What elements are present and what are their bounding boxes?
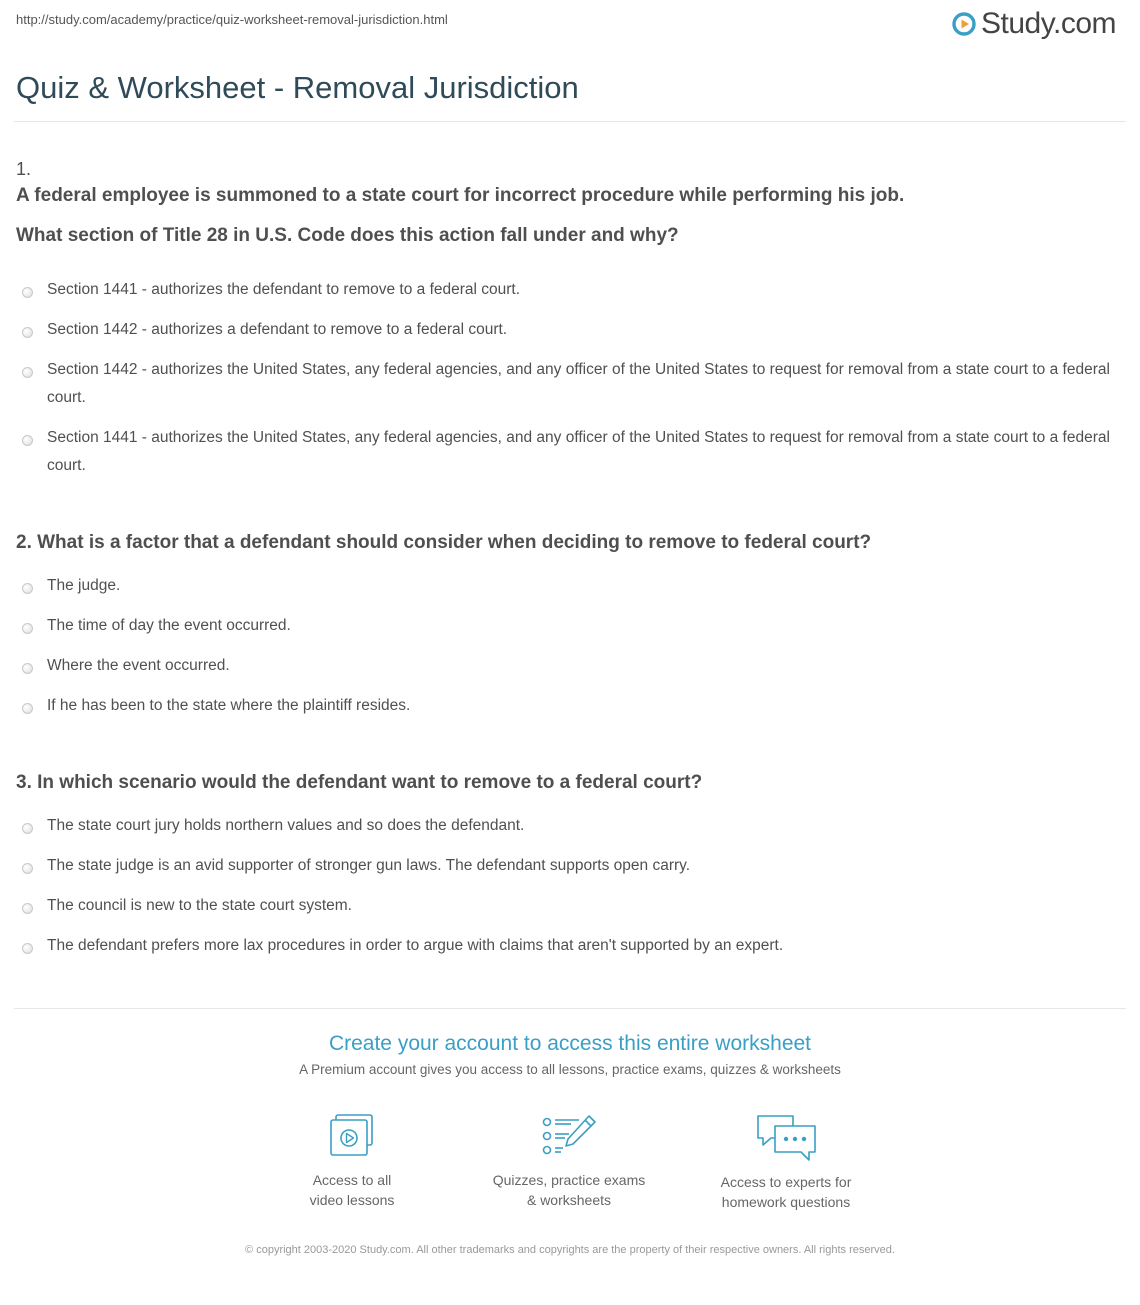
radio-button[interactable] xyxy=(22,623,33,634)
answer-option[interactable] xyxy=(22,656,1126,680)
answer-option[interactable] xyxy=(22,896,1126,920)
logo-text: Study.com xyxy=(981,7,1116,40)
top-bar xyxy=(0,0,1140,50)
radio-button[interactable] xyxy=(22,903,33,914)
radio-button[interactable] xyxy=(22,943,33,954)
video-lessons-icon xyxy=(322,1112,382,1160)
page-title: Quiz & Worksheet - Removal Jurisdiction xyxy=(16,70,579,105)
question-text-secondary: What section of Title 28 in U.S. Code does this action fall under and why? xyxy=(16,225,679,246)
question-3 xyxy=(16,771,1126,795)
answer-label: Section 1441 - authorizes the United States, any federal agencies, and any officer of the United States to request for removal from a state court to a federal court. xyxy=(47,429,1110,474)
radio-button[interactable] xyxy=(22,663,33,674)
answer-label: The defendant prefers more lax procedures in order to argue with claims that aren't supported by an expert. xyxy=(47,937,784,954)
answer-label: Section 1442 - authorizes the United States, any federal agencies, and any officer of the United States to request for removal from a state court to a federal court. xyxy=(47,361,1110,406)
radio-button[interactable] xyxy=(22,435,33,446)
question-text: A federal employee is summoned to a state court for incorrect procedure while performing his job. xyxy=(16,185,905,206)
feature-label: Access to experts for homework questions xyxy=(720,1174,852,1210)
answer-label: The time of day the event occurred. xyxy=(47,617,291,634)
expert-chat-icon xyxy=(753,1112,819,1162)
question-number: 1. xyxy=(16,159,32,179)
answer-option[interactable] xyxy=(22,576,1126,600)
feature-video-lessons xyxy=(252,1112,452,1210)
quiz-checklist-icon xyxy=(539,1112,599,1160)
question-1-options xyxy=(22,280,1126,496)
question-2-options xyxy=(22,576,1126,736)
question-2 xyxy=(16,531,1126,555)
study-logo[interactable] xyxy=(952,8,1116,40)
answer-option[interactable] xyxy=(22,936,1126,960)
feature-label: Access to all video lessons xyxy=(309,1172,395,1208)
radio-button[interactable] xyxy=(22,823,33,834)
answer-label: The state court jury holds northern values and so does the defendant. xyxy=(47,817,525,834)
answer-option[interactable] xyxy=(22,616,1126,640)
answer-option[interactable] xyxy=(22,696,1126,720)
answer-option[interactable] xyxy=(22,320,1126,344)
title-divider xyxy=(14,121,1126,122)
feature-experts xyxy=(686,1112,886,1212)
answer-option[interactable] xyxy=(22,360,1126,412)
radio-button[interactable] xyxy=(22,327,33,338)
cta-divider xyxy=(14,1008,1126,1009)
answer-label: Section 1441 - authorizes the defendant to remove to a federal court. xyxy=(47,281,521,298)
answer-option[interactable] xyxy=(22,816,1126,840)
radio-button[interactable] xyxy=(22,703,33,714)
copyright-text: © copyright 2003-2020 Study.com. All other trademarks and copyrights are the property of their respective owners. All rights reserved. xyxy=(245,1244,895,1256)
play-circle-icon xyxy=(952,12,976,36)
question-text: 3. In which scenario would the defendant want to remove to a federal court? xyxy=(16,772,703,793)
radio-button[interactable] xyxy=(22,367,33,378)
answer-option[interactable] xyxy=(22,856,1126,880)
answer-label: The state judge is an avid supporter of stronger gun laws. The defendant supports open carry. xyxy=(47,857,691,874)
answer-label: The council is new to the state court system. xyxy=(47,897,352,914)
answer-label: Section 1442 - authorizes a defendant to remove to a federal court. xyxy=(47,321,508,338)
answer-label: Where the event occurred. xyxy=(47,657,230,674)
question-1 xyxy=(16,158,1126,248)
cta-title[interactable]: Create your account to access this entire worksheet xyxy=(328,1032,812,1055)
radio-button[interactable] xyxy=(22,583,33,594)
question-text: 2. What is a factor that a defendant should consider when deciding to remove to federal court? xyxy=(16,532,872,553)
answer-label: If he has been to the state where the plaintiff resides. xyxy=(47,697,411,714)
answer-option[interactable] xyxy=(22,428,1126,480)
feature-quizzes xyxy=(469,1112,669,1210)
page-url: http://study.com/academy/practice/quiz-worksheet-removal-jurisdiction.html xyxy=(16,12,448,27)
answer-option[interactable] xyxy=(22,280,1126,304)
cta-subtitle: A Premium account gives you access to all lessons, practice exams, quizzes & worksheets xyxy=(299,1062,841,1077)
radio-button[interactable] xyxy=(22,863,33,874)
question-3-options xyxy=(22,816,1126,976)
feature-label: Quizzes, practice exams & worksheets xyxy=(492,1172,646,1208)
radio-button[interactable] xyxy=(22,287,33,298)
answer-label: The judge. xyxy=(47,577,121,594)
